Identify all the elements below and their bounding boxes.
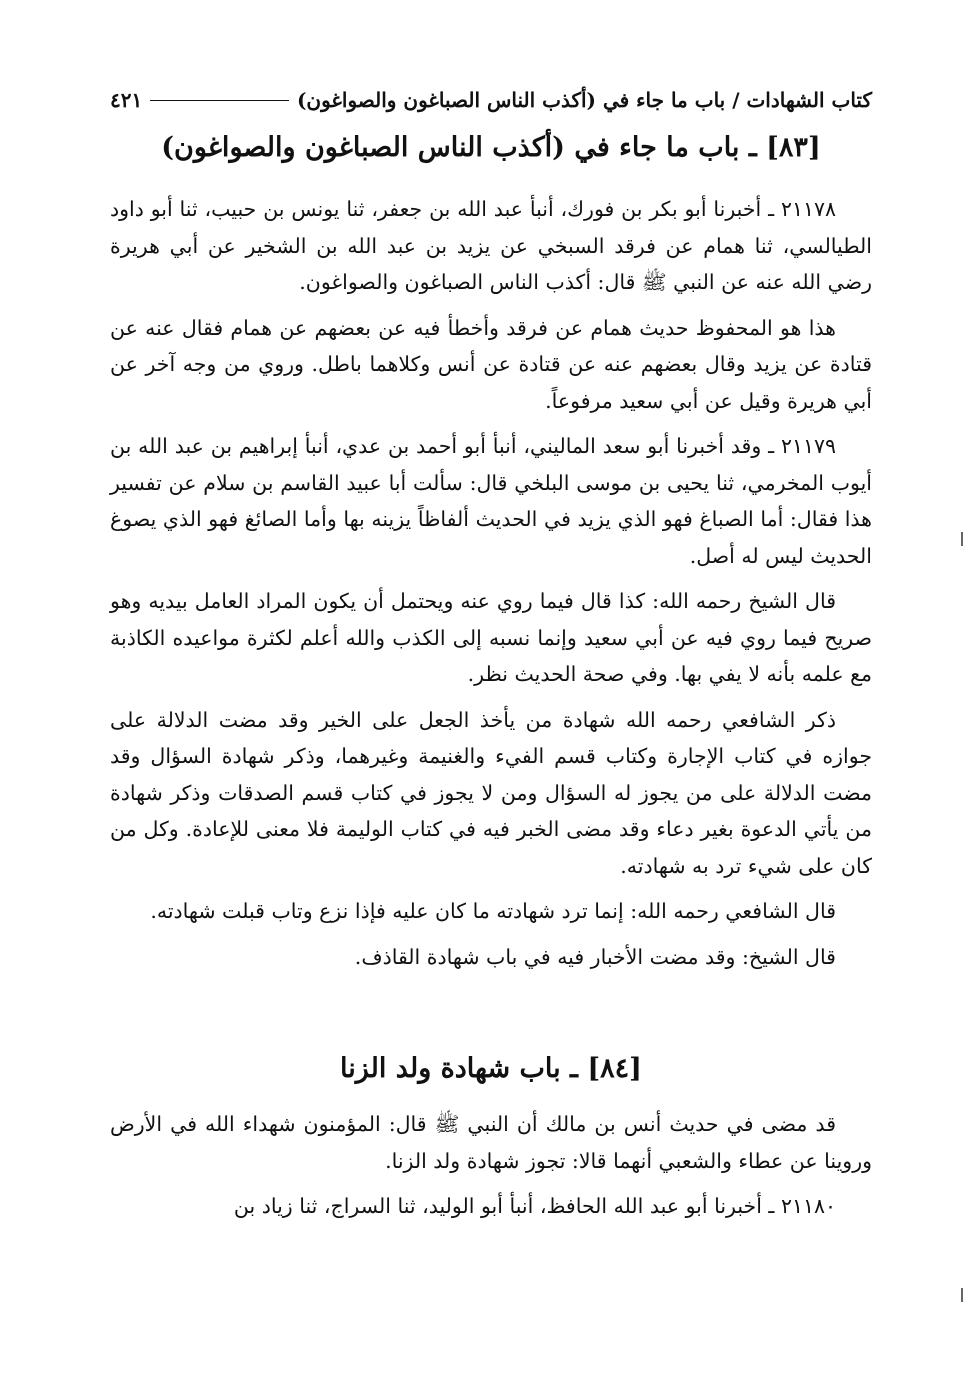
paragraph-commentary-2: قال الشيخ رحمه الله: كذا قال فيما روي عنه ويحتمل أن يكون المراد العامل بيديه وهو صريح فيما روي فيه عن أبي سعيد وإنما نسبه إلى الكذب والله أعلم لكثرة مواعيده الكاذبة مع علمه بأنه لا يفي بها. وفي صحة الحديث نظر. — [110, 589, 872, 686]
book-page — [110, 82, 872, 1234]
running-header — [110, 82, 872, 118]
page-number: ٤٢١ — [110, 88, 143, 112]
chapter-title-84: [٨٤] ـ باب شهادة ولد الزنا — [340, 1053, 642, 1084]
paragraph-hadith-21178: ٢١١٧٨ ـ أخبرنا أبو بكر بن فورك، أنبأ عبد الله بن جعفر، ثنا يونس بن حبيب، ثنا أبو داود الطيالسي، ثنا همام عن فرقد السبخي عن يزيد بن عبد الله بن الشخير عن أبي هريرة رضي الله عنه عن النبي ﷺ قال: أكذب الناس الصباغون والصواغون. — [110, 197, 872, 294]
chapter-title-83: [٨٣] ـ باب ما جاء في (أكذب الناس الصباغون والصواغون) — [161, 132, 821, 163]
running-title: كتاب الشهادات / باب ما جاء في (أكذب الناس الصباغون والصواغون) — [296, 88, 872, 112]
paragraph-commentary-3: ذكر الشافعي رحمه الله شهادة من يأخذ الجعل على الخير وقد مضت الدلالة على جوازه في كتاب الإجارة وكتاب قسم الفيء والغنيمة وغيرهما، وذكر شهادة السؤال وقد مضت الدلالة على من يجوز له السؤال ومن لا يجوز في كتاب قسم الصدقات وذكر شهادة من يأتي الدعوة بغير دعاء وقد مضى الخبر فيه في كتاب الوليمة فلا معنى للإعادة. وكل من كان على شيء ترد به شهادته. — [110, 707, 872, 878]
paragraph-chapter84-intro: قد مضى في حديث أنس بن مالك أن النبي ﷺ قال: المؤمنون شهداء الله في الأرض وروينا عن عطاء والشعبي أنهما قالا: تجوز شهادة ولد الزنا. — [110, 1112, 872, 1173]
paragraph-hadith-21180: ٢١١٨٠ ـ أخبرنا أبو عبد الله الحافظ، أنبأ أبو الوليد، ثنا السراج، ثنا زياد بن — [233, 1194, 836, 1218]
paragraph-commentary-4: قال الشافعي رحمه الله: إنما ترد شهادته ما كان عليه فإذا نزع وتاب قبلت شهادته. — [150, 899, 836, 923]
margin-mark — [961, 1288, 963, 1302]
paragraph-hadith-21179: ٢١١٧٩ ـ وقد أخبرنا أبو سعد الماليني، أنبأ أبو أحمد بن عدي، أنبأ إبراهيم بن عبد الله بن أيوب المخرمي، ثنا يحيى بن موسى البلخي قال: سألت أبا عبيد القاسم بن سلام عن تفسير هذا فقال: أما الصباغ فهو الذي يزيد في الحديث ألفاظاً يزينه بها وأما الصائغ فهو الذي يصوغ الحديث ليس له أصل. — [110, 434, 872, 568]
header-rule — [150, 100, 289, 101]
paragraph-commentary-1: هذا هو المحفوظ حديث همام عن فرقد وأخطأ فيه عن بعضهم عن همام فقال عنه عن قتادة عن يزيد وقال بعضهم عنه عن قتادة عن أنس وكلاهما باطل. وروي من وجه آخر عن أبي هريرة وقيل عن أبي سعيد مرفوعاً. — [110, 315, 872, 413]
paragraph-commentary-5: قال الشيخ: وقد مضت الأخبار فيه في باب شهادة القاذف. — [354, 944, 836, 969]
margin-mark — [961, 532, 963, 546]
